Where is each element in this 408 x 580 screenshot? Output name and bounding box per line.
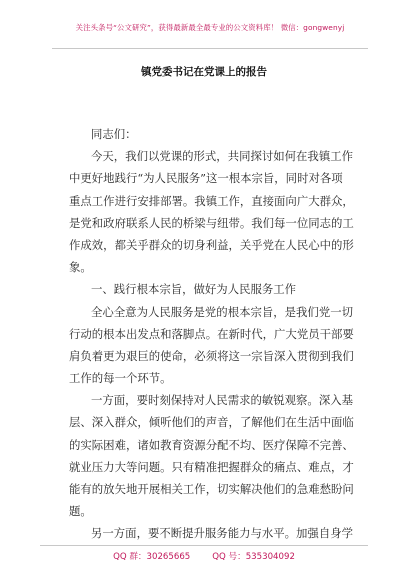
qq-group-number: 30265665 <box>146 552 191 562</box>
qq-label: QQ 号： <box>212 552 246 562</box>
paragraph-line: 的实际困难，诸如教育资源分配不均、医疗保障不完善、 <box>69 437 354 452</box>
qq-group-label: QQ 群： <box>113 552 147 562</box>
document-body <box>69 123 361 545</box>
paragraph-line: 中更好地践行“为人民服务”这一根本宗旨，同时对各项 <box>69 171 343 186</box>
paragraph-line: 一方面，要时刻保持对人民需求的敏锐观察。深入基 <box>91 393 353 408</box>
paragraph-line: 象。 <box>69 260 92 275</box>
section-heading: 一、践行根本宗旨，做好为人民服务工作 <box>91 282 297 297</box>
paragraph-line: 能有的放矢地开展相关工作，切实解决他们的急难愁盼问 <box>69 482 354 496</box>
paragraph-line: 重点工作进行安排部署。我镇工作，直接面向广大群众， <box>69 193 354 208</box>
paragraph-line: 题。 <box>69 504 92 519</box>
qq-number: 535304092 <box>245 552 295 562</box>
paragraph-line: 作成效，都关乎群众的切身利益，关乎党在人民心中的形 <box>69 237 354 252</box>
document-title: 镇党委书记在党课上的报告 <box>141 66 267 78</box>
footer-contact <box>40 550 368 562</box>
paragraph-line: 层、深入群众，倾听他们的声音，了解他们在生活中面临 <box>69 415 354 430</box>
paragraph-line: 工作的每一个环节。 <box>69 371 172 386</box>
salutation: 同志们： <box>91 127 137 141</box>
paragraph-line: 另一方面，要不断提升服务能力与水平。加强自身学 <box>91 526 353 541</box>
paragraph-line: 就业压力大等问题。只有精准把握群众的痛点、难点，才 <box>69 459 354 474</box>
paragraph-line: 全心全意为人民服务是党的根本宗旨，是我们党一切 <box>91 304 353 319</box>
paragraph-line: 今天，我们以党课的形式，共同探讨如何在我镇工作 <box>91 149 353 164</box>
paragraph-line: 是党和政府联系人民的桥梁与纽带。我们每一位同志的工 <box>69 215 354 230</box>
paragraph-line: 行动的根本出发点和落脚点。在新时代，广大党员干部要 <box>69 326 354 341</box>
page-header <box>52 20 368 49</box>
paragraph-line: 肩负着更为艰巨的使命，必须将这一宗旨深入贯彻到我们 <box>69 348 354 363</box>
page-footer <box>40 545 368 568</box>
header-promo-text: 关注头条号“公文研究”，获得最新最全最专业的公文资料库！ 微信：gongwenyj <box>75 23 345 32</box>
